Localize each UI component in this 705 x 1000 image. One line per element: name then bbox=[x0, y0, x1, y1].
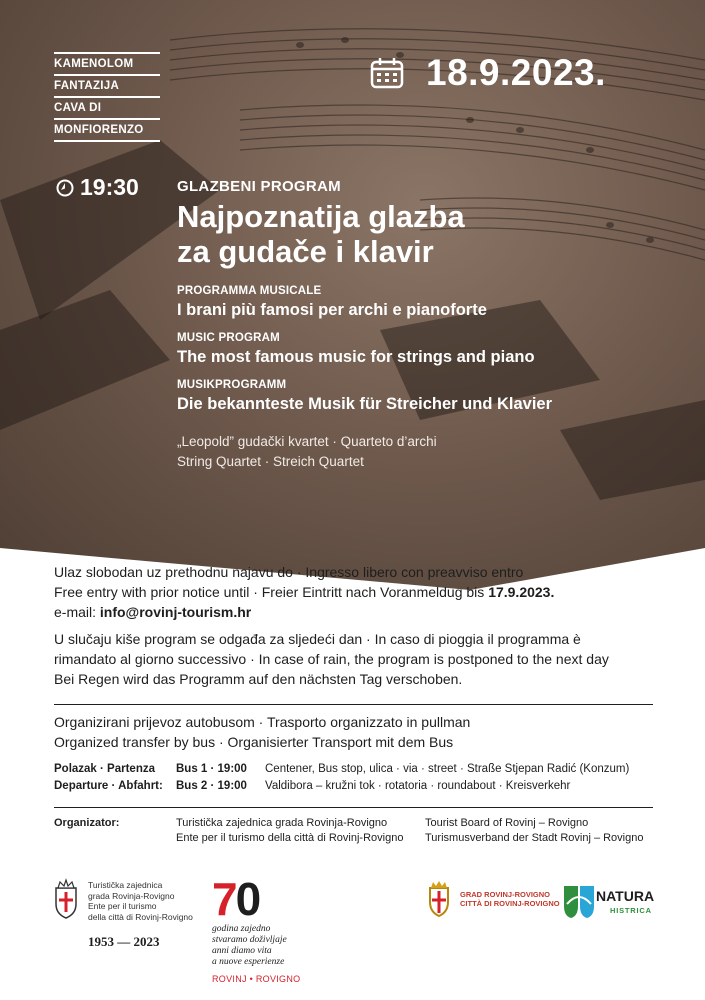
digit-zero: 0 bbox=[235, 873, 260, 925]
bus-stop: Valdibora – kružni tok · rotatoria · roundabout · Kreisverkehr bbox=[265, 780, 571, 792]
coat-of-arms-icon bbox=[50, 878, 82, 920]
event-date bbox=[370, 52, 606, 94]
tagline-line: anni diamo vita bbox=[212, 946, 272, 956]
organizer-line: Tourist Board of Rovinj – Rovigno bbox=[425, 817, 589, 829]
venue-line: CAVA DI bbox=[54, 96, 160, 118]
departure-label: Polazak · Partenza bbox=[54, 763, 155, 775]
schedule-labels bbox=[54, 761, 163, 795]
rain-line: Bei Regen wird das Programm auf den nächsten Tag verschoben. bbox=[54, 671, 463, 687]
program-label-de: MUSIKPROGRAMM bbox=[177, 379, 287, 391]
program-label-hr: GLAZBENI PROGRAM bbox=[177, 178, 341, 195]
entry-line: Ulaz slobodan uz prethodnu najavu do · Ingresso libero con preavviso entro bbox=[54, 564, 524, 580]
entry-deadline: 17.9.2023. bbox=[488, 584, 555, 600]
organizer-label bbox=[54, 816, 119, 831]
organizer-label-text: Organizator: bbox=[54, 817, 120, 829]
event-time bbox=[56, 174, 139, 201]
program-title-hr bbox=[177, 199, 677, 269]
divider bbox=[54, 704, 653, 705]
organizer-foreign bbox=[425, 816, 643, 846]
digit-seven: 7 bbox=[212, 873, 236, 925]
logo-text-line: grada Rovinja-Rovigno bbox=[88, 890, 175, 901]
departure-label: Departure · Abfahrt: bbox=[54, 780, 163, 792]
rain-notice bbox=[54, 629, 664, 689]
time-text: 19:30 bbox=[80, 174, 139, 200]
entry-line bbox=[54, 582, 664, 602]
natura-histrica-logo bbox=[562, 882, 655, 924]
tourist-board-text bbox=[88, 880, 193, 922]
entry-text: Free entry with prior notice until · Freier Eintritt nach Voranmeldug bis bbox=[54, 584, 489, 600]
organizer-line: Turismusverband der Stadt Rovinj – Rovigno bbox=[425, 832, 644, 844]
anniversary-years: 1953 — 2023 bbox=[88, 934, 160, 949]
transport-line: Organized transfer by bus · Organisierter Transport mit dem Bus bbox=[54, 734, 454, 750]
divider bbox=[54, 807, 653, 808]
bus-stop: Centener, Bus stop, ulica · via · street · Straße Stjepan Radić (Konzum) bbox=[265, 763, 630, 775]
organizer-line: Ente per il turismo della città di Rovinj-Rovigno bbox=[176, 832, 404, 844]
transport-line: Organizirani prijevoz autobusom · Trasporto organizzato in pullman bbox=[54, 714, 471, 730]
logo-text-line: Ente per il turismo bbox=[88, 901, 157, 911]
performer-info bbox=[177, 432, 677, 472]
rain-line: rimandato al giorno successivo · In case of rain, the program is postponed to the next day bbox=[54, 651, 609, 667]
schedule-stops bbox=[265, 761, 629, 795]
clock-icon bbox=[56, 179, 74, 197]
email-line bbox=[54, 602, 664, 622]
rain-line: U slučaju kiše program se odgađa za sljedeći dan · In caso di pioggia il programma è bbox=[54, 631, 581, 647]
city-logo bbox=[424, 880, 560, 922]
email-label: e-mail: bbox=[54, 604, 100, 620]
anniversary-city: ROVINJ • ROVIGNO bbox=[212, 974, 301, 984]
tagline-line: godina zajedno bbox=[212, 924, 271, 934]
venue-line: KAMENOLOM bbox=[54, 52, 160, 74]
anniversary-tagline bbox=[212, 924, 300, 968]
anniversary-number bbox=[212, 873, 300, 925]
tagline-line: stvaramo doživljaje bbox=[212, 935, 287, 945]
program-label-en: MUSIC PROGRAM bbox=[177, 332, 280, 344]
city-logo-text bbox=[460, 890, 560, 908]
program-title-line: za gudače i klavir bbox=[177, 234, 434, 269]
tourist-board-logo bbox=[50, 878, 193, 949]
natura-leaf-icon bbox=[562, 882, 596, 920]
organizer-local bbox=[176, 816, 403, 846]
logo-text-line: Turistička zajednica bbox=[88, 880, 163, 890]
performer-line: „Leopold” gudački kvartet · Quarteto d’archi bbox=[177, 434, 437, 449]
bus-time: Bus 2 · 19:00 bbox=[176, 780, 247, 792]
program-title-en: The most famous music for strings and piano bbox=[177, 348, 535, 366]
organizer-line: Turistička zajednica grada Rovinja-Rovigno bbox=[176, 817, 388, 829]
performer-line: String Quartet · Streich Quartet bbox=[177, 454, 364, 469]
logo-text-line: CITTÀ DI ROVINJ-ROVIGNO bbox=[460, 899, 560, 908]
bus-time: Bus 1 · 19:00 bbox=[176, 763, 247, 775]
entry-info bbox=[54, 562, 664, 622]
program-title-it: I brani più famosi per archi e pianoforte bbox=[177, 301, 487, 319]
program-title-line: Najpoznatija glazba bbox=[177, 199, 465, 234]
program-block bbox=[177, 178, 677, 472]
venue-line: FANTAZIJA bbox=[54, 74, 160, 96]
city-shield-icon bbox=[424, 880, 454, 918]
venue-block bbox=[54, 52, 160, 142]
email-link[interactable]: info@rovinj-tourism.hr bbox=[99, 604, 252, 620]
calendar-icon bbox=[370, 56, 404, 90]
program-label-it: PROGRAMMA MUSICALE bbox=[177, 285, 322, 297]
schedule-buses bbox=[176, 761, 247, 795]
venue-line: MONFIORENZO bbox=[54, 118, 160, 142]
tagline-line: a nuove esperienze bbox=[212, 957, 285, 967]
logo-text-line: GRAD ROVINJ-ROVIGNO bbox=[460, 890, 551, 899]
anniversary-70-logo bbox=[212, 873, 301, 984]
logo-text-line: della città di Rovinj-Rovigno bbox=[88, 911, 193, 922]
histrica-text: HISTRICA bbox=[610, 906, 652, 915]
transport-info bbox=[54, 712, 664, 752]
date-text: 18.9.2023. bbox=[426, 52, 606, 93]
program-title-de: Die bekannteste Musik für Streicher und Klavier bbox=[177, 395, 553, 413]
natura-text: NATURA bbox=[596, 888, 655, 904]
